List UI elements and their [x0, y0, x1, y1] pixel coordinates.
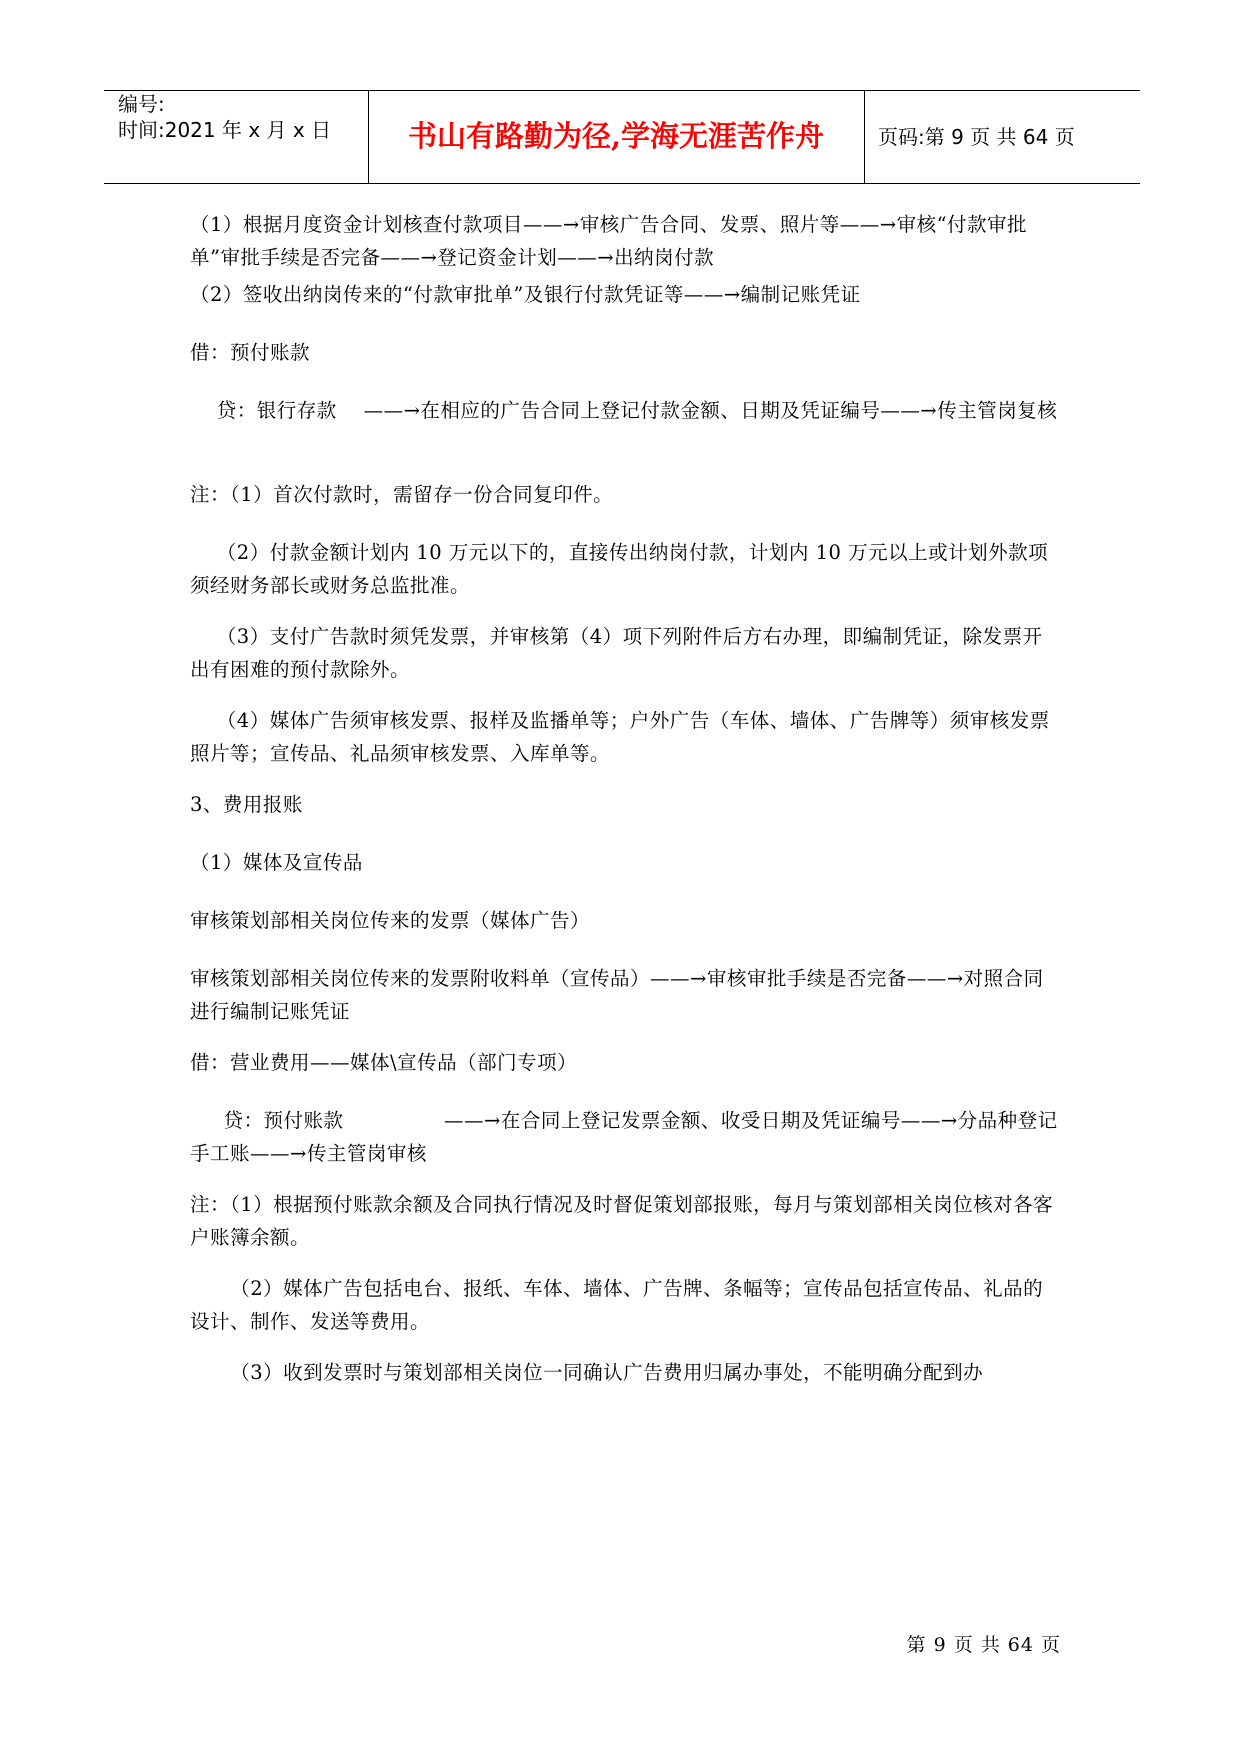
paragraph-7: （3）支付广告款时须凭发票，并审核第（4）项下列附件后方右办理，即编制凭证，除发票开出有困难的预付款除外。 — [190, 625, 1043, 681]
header-info-cell — [104, 91, 369, 183]
paragraph-4: 贷：银行存款 ——→在相应的广告合同上登记付款金额、日期及凭证编号——→传主管岗复核 — [190, 399, 1058, 422]
paragraph-6: （2）付款金额计划内 10 万元以下的，直接传出纳岗付款，计划内 10 万元以上或计划外款项须经财务部长或财务总监批准。 — [190, 541, 1049, 597]
paragraph-10: （1）媒体及宣传品 — [190, 851, 363, 874]
paragraph-14: 贷：预付账款 ——→在合同上登记发票金额、收受日期及凭证编号——→分品种登记手工账——→传主管岗审核 — [190, 1109, 1058, 1165]
document-header — [104, 90, 1140, 184]
header-page-cell — [864, 91, 1140, 183]
paragraph-13: 借：营业费用——媒体\宣传品（部门专项） — [190, 1051, 578, 1074]
paragraph-9: 3、费用报账 — [190, 793, 303, 816]
page-footer: 第 9 页 共 64 页 — [906, 1634, 1061, 1656]
document-time-label: 时间:2021 年 x 月 x 日 — [118, 118, 332, 142]
paragraph-17: （3）收到发票时与策划部相关岗位一同确认广告费用归属办事处，不能明确分配到办 — [190, 1361, 984, 1384]
paragraph-2: （2）签收出纳岗传来的“付款审批单”及银行付款凭证等——→编制记账凭证 — [190, 283, 861, 306]
paragraph-15: 注：（1）根据预付账款余额及合同执行情况及时督促策划部报账，每月与策划部相关岗位核对各客户账簿余额。 — [190, 1193, 1054, 1249]
paragraph-5: 注：（1）首次付款时，需留存一份合同复印件。 — [190, 483, 614, 506]
header-motto: 书山有路勤为径,学海无涯苦作舟 — [407, 119, 825, 153]
header-motto-cell — [368, 91, 865, 183]
paragraph-16: （2）媒体广告包括电台、报纸、车体、墙体、广告牌、条幅等；宣传品包括宣传品、礼品的设计、制作、发送等费用。 — [190, 1277, 1044, 1333]
paragraph-8: （4）媒体广告须审核发票、报样及监播单等；户外广告（车体、墙体、广告牌等）须审核发票照片等；宣传品、礼品须审核发票、入库单等。 — [190, 709, 1050, 765]
paragraph-3: 借：预付账款 — [190, 341, 311, 364]
header-page-code: 页码:第 9 页 共 64 页 — [878, 125, 1075, 149]
paragraph-12: 审核策划部相关岗位传来的发票附收料单（宣传品）——→审核审批手续是否完备——→对照合同进行编制记账凭证 — [190, 967, 1044, 1023]
paragraph-1: （1）根据月度资金计划核查付款项目——→审核广告合同、发票、照片等——→审核“付款审批单”审批手续是否完备——→登记资金计划——→出纳岗付款 — [190, 213, 1028, 269]
paragraph-11: 审核策划部相关岗位传来的发票（媒体广告） — [190, 909, 591, 932]
document-number-label: 编号: — [118, 92, 165, 116]
